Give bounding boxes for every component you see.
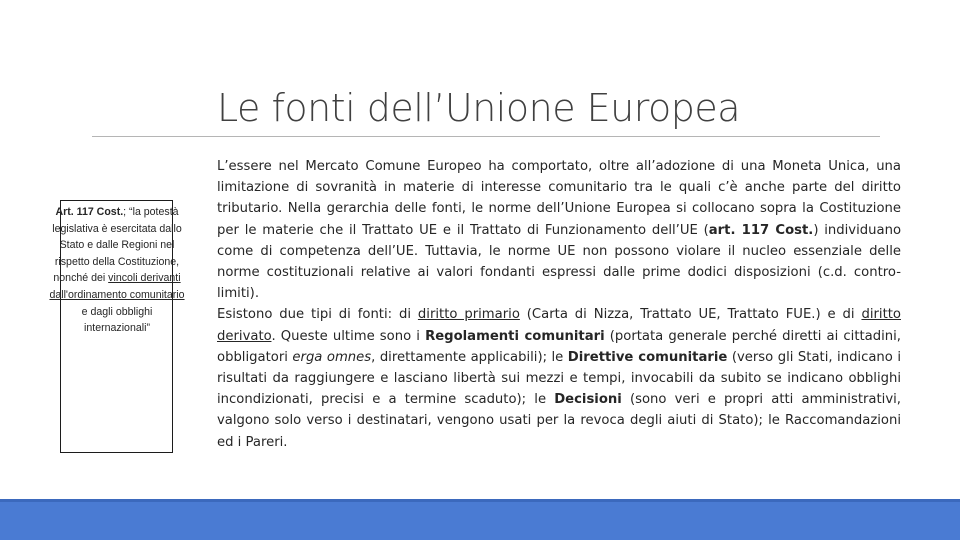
p2-bold-3: Decisioni	[554, 392, 622, 408]
sidebar-bold-ref: Art. 117 Cost.	[55, 206, 124, 218]
p1-b: ) individuano come di competenza dell’UE. Tuttavia, le norme UE non possono violare il nucleo essenziale delle norme costituzionali relative ai valori fondanti espressi dalle prime dodici disposizioni (c.d. contro-limiti).	[217, 222, 902, 302]
sidebar-text-1: ; “la potestà legislativa è esercitata dallo Stato e dalle Regioni nel rispetto della Costituzione, nonché dei	[52, 206, 182, 285]
p2-e: , direttamente applicabili); le	[371, 349, 568, 365]
p2-g: (sono veri e propri atti amministrativi, valgono solo verso i destinatari, vengono usati per la revoca degli aiuti di Stato); le Raccomandazioni ed i Pareri.	[217, 392, 901, 450]
paragraph-2	[217, 304, 901, 452]
p2-underline-2: diritto derivato	[217, 307, 901, 344]
slide-title: Le fonti dell’Unione Europea	[217, 86, 741, 130]
p2-bold-1: Regolamenti comunitari	[425, 328, 605, 344]
paragraph-1	[217, 156, 901, 304]
footer-accent-line	[0, 499, 960, 502]
p2-c: . Queste ultime sono i	[271, 328, 426, 344]
p2-underline-1: diritto primario	[417, 307, 520, 323]
sidebar-underlined: vincoli derivanti dall'ordinamento comunitario	[49, 272, 185, 301]
p2-a: Esistono due tipi di fonti: di	[217, 307, 418, 323]
sidebar-quote	[48, 204, 186, 337]
p2-bold-2: Direttive comunitarie	[567, 349, 728, 365]
p2-f: (verso gli Stati, indicano i risultati da raggiungere e lasciano libertà sui mezzi e tempi, invocabili da subito se indicano obblighi incondizionati, precisi e a termine scaduto); le	[217, 349, 902, 408]
p1-bold: art. 117 Cost.	[708, 222, 814, 238]
sidebar-text-2: e dagli obblighi internazionali”	[81, 305, 153, 335]
p2-b: (Carta di Nizza, Trattato UE, Trattato FUE.) e di	[519, 307, 862, 323]
p2-d: (portata generale perché diretti ai cittadini, obbligatori	[217, 328, 901, 365]
title-divider	[92, 136, 880, 137]
p2-italic: erga omnes	[292, 349, 372, 365]
p1-a: L’essere nel Mercato Comune Europeo ha comportato, oltre all’adozione di una Moneta Unica, una limitazione di sovranità in materie di interesse comunitario tra le quali c’è anche parte del diritto tributario. Nella gerarchia delle fonti, le norme dell’Unione Europea si collocano sopra la Costituzione per le materie che il Trattato UE e il Trattato di Funzionamento dell’UE (	[217, 159, 901, 238]
footer-bar	[0, 499, 960, 540]
body-text	[217, 156, 901, 453]
